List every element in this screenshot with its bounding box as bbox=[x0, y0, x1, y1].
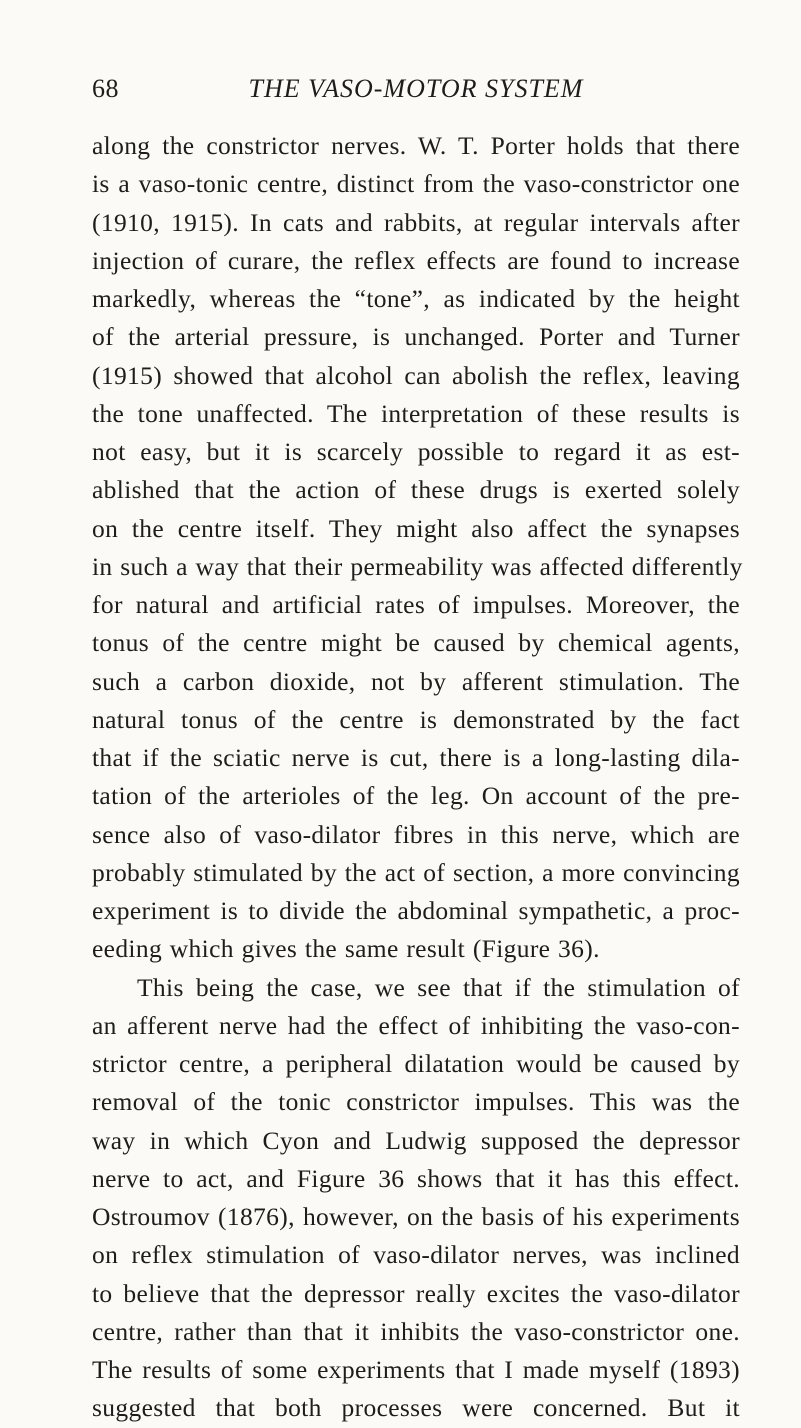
text-line: suggested that both processes were concerned. But it bbox=[92, 1393, 740, 1423]
text-line: way in which Cyon and Ludwig supposed the depressor bbox=[92, 1125, 740, 1155]
text-line: natural tonus of the centre is demonstrated by the fact bbox=[92, 704, 740, 734]
text-line: an afferent nerve had the effect of inhibiting the vaso-con- bbox=[92, 1010, 740, 1040]
text-line: the tone unaffected. The interpretation of these results is bbox=[92, 398, 740, 428]
text-line: markedly, whereas the “tone”, as indicated by the height bbox=[92, 284, 740, 313]
text-line: ablished that the action of these drugs is exerted solely bbox=[92, 475, 740, 505]
text-line: experiment is to divide the abdominal sympathetic, a proc- bbox=[92, 896, 740, 925]
text-line: removal of the tonic constrictor impulses. This was the bbox=[92, 1087, 740, 1117]
text-line: for natural and artificial rates of impulses. Moreover, the bbox=[92, 590, 740, 619]
body-text bbox=[92, 127, 743, 1428]
text-line: probably stimulated by the act of section, a more convincing bbox=[92, 857, 740, 887]
text-line: not easy, but it is scarcely possible to regard it as est- bbox=[92, 437, 740, 466]
running-head bbox=[92, 72, 740, 106]
text-line: tation of the arterioles of the leg. On account of the pre- bbox=[92, 781, 740, 811]
text-line: eeding which gives the same result (Figure 36). bbox=[92, 934, 600, 964]
text-line: of the arterial pressure, is unchanged. Porter and Turner bbox=[92, 322, 740, 352]
text-line: (1910, 1915). In cats and rabbits, at regular intervals after bbox=[92, 207, 740, 237]
text-line: The results of some experiments that I made myself (1893) bbox=[92, 1355, 740, 1384]
text-line: tonus of the centre might be caused by chemical agents, bbox=[92, 628, 740, 658]
text-line: on reflex stimulation of vaso-dilator nerves, was inclined bbox=[92, 1240, 740, 1270]
text-line: on the centre itself. They might also affect the synapses bbox=[92, 513, 740, 543]
text-line: that if the sciatic nerve is cut, there is a long-lasting dila- bbox=[92, 743, 740, 772]
text-line: Ostroumov (1876), however, on the basis of his experiments bbox=[92, 1202, 740, 1231]
running-title: THE VASO-MOTOR SYSTEM bbox=[248, 74, 584, 103]
text-line: injection of curare, the reflex effects are found to increase bbox=[92, 245, 740, 275]
text-line: along the constrictor nerves. W. T. Porter holds that there bbox=[92, 131, 740, 160]
text-line: in such a way that their permeability was affected differently bbox=[92, 551, 743, 581]
page-number: 68 bbox=[92, 74, 119, 103]
text-line: strictor centre, a peripheral dilatation would be caused by bbox=[92, 1049, 740, 1078]
text-line: is a vaso-tonic centre, distinct from the vaso-constrictor one bbox=[92, 169, 740, 199]
text-line: centre, rather than that it inhibits the vaso-constrictor one. bbox=[92, 1316, 740, 1346]
text-line: This being the case, we see that if the stimulation of bbox=[137, 972, 740, 1002]
text-line: nerve to act, and Figure 36 shows that it has this effect. bbox=[92, 1163, 740, 1193]
text-line: such a carbon dioxide, not by afferent stimulation. The bbox=[92, 666, 740, 696]
text-line: (1915) showed that alcohol can abolish the reflex, leaving bbox=[92, 360, 740, 390]
text-line: to believe that the depressor really excites the vaso-dilator bbox=[92, 1278, 740, 1308]
text-line: sence also of vaso-dilator fibres in this nerve, which are bbox=[92, 819, 740, 849]
